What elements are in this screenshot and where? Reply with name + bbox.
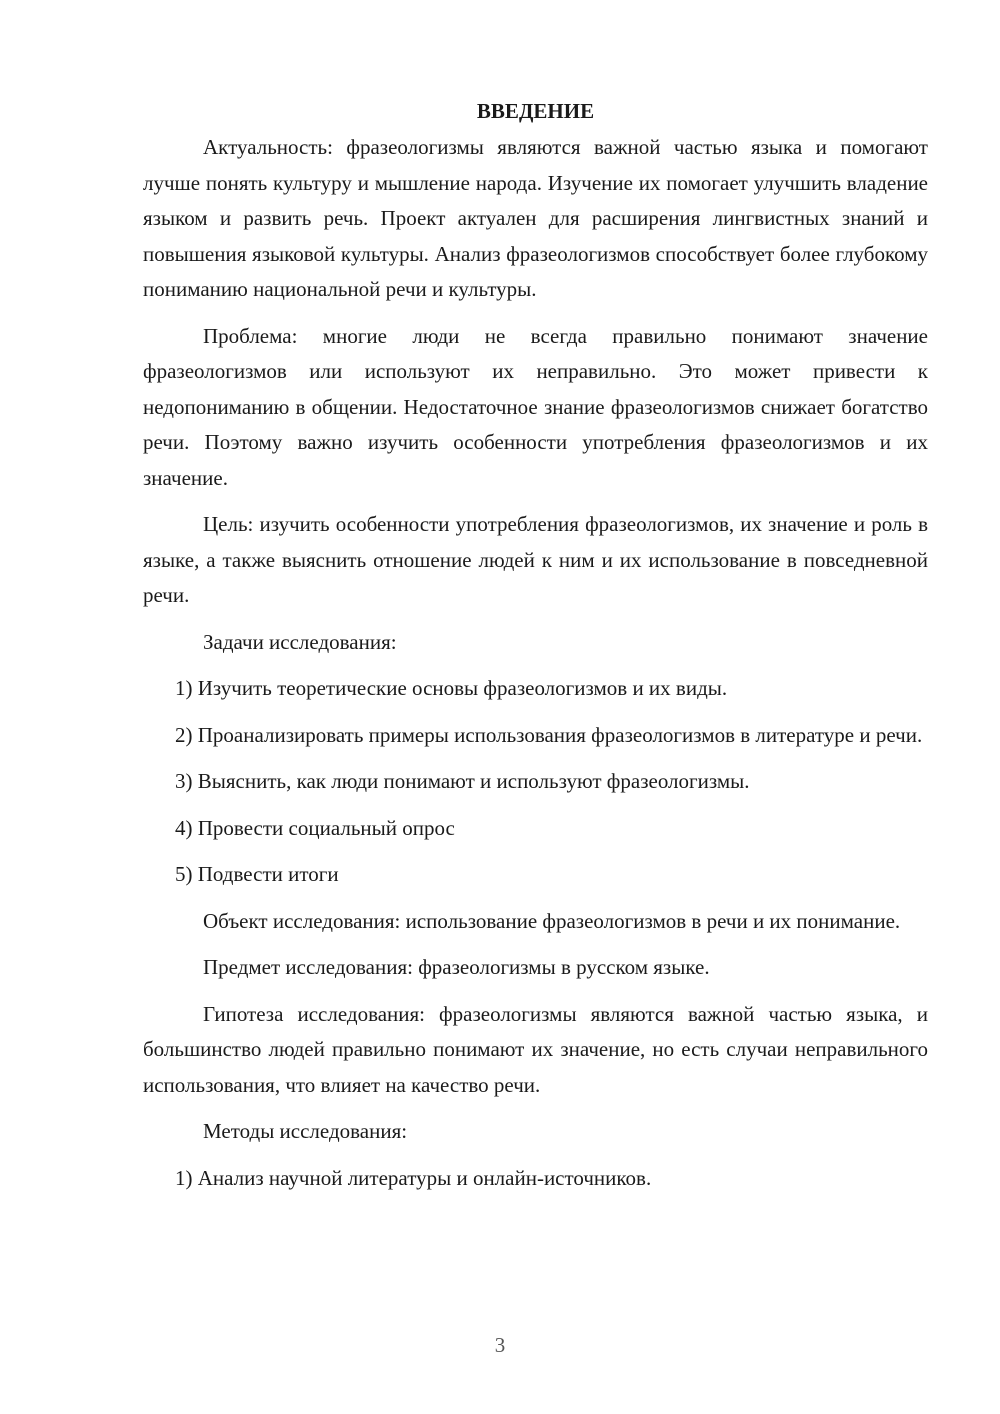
paragraph-relevance: Актуальность: фразеологизмы являются важной частью языка и помогают лучше понять культуру и мышление народа. Изучение их помогает улучшить владение языком и развить речь. Проект актуален для расширения лингвистных знаний и повышения языковой культуры. Анализ фразеологизмов способствует более глубокому пониманию национальной речи и культуры.: [143, 135, 928, 301]
list-item-method-1: 1) Анализ научной литературы и онлайн-источников.: [175, 1165, 652, 1190]
list-item-task-4: 4) Провести социальный опрос: [175, 815, 455, 840]
list-item-task-2: 2) Проанализировать примеры использования фразеологизмов в литературе и речи.: [175, 722, 923, 747]
list-item-task-5: 5) Подвести итоги: [175, 862, 339, 886]
paragraph-subject: Предмет исследования: фразеологизмы в русском языке.: [203, 955, 710, 979]
paragraph-hypothesis: Гипотеза исследования: фразеологизмы являются важной частью языка, и большинство людей правильно понимают их значение, но есть случаи неправильного использования, что влияет на качество речи.: [143, 1001, 928, 1097]
paragraph-goal: Цель: изучить особенности употребления фразеологизмов, их значение и роль в языке, а также выяснить отношение людей к ним и их использование в повседневной речи.: [143, 512, 928, 607]
paragraph-methods-heading: Методы исследования:: [203, 1119, 408, 1143]
page-number: 3: [494, 1333, 506, 1357]
paragraph-object: Объект исследования: использование фразеологизмов в речи и их понимание.: [203, 908, 901, 933]
paragraph-problem: Проблема: многие люди не всегда правильно понимают значение фразеологизмов или используют их неправильно. Это может привести к недопониманию в общении. Недостаточное знание фразеологизмов снижает богатство речи. Поэтому важно изучить особенности употребления фразеологизмов и их значение.: [143, 323, 928, 490]
list-item-task-1: 1) Изучить теоретические основы фразеологизмов и их виды.: [175, 676, 728, 700]
document-page: [143, 96, 928, 1207]
section-title: ВВЕДЕНИЕ: [476, 99, 595, 123]
paragraph-tasks-heading: Задачи исследования:: [203, 629, 397, 654]
list-item-task-3: 3) Выяснить, как люди понимают и используют фразеологизмы.: [175, 769, 750, 793]
